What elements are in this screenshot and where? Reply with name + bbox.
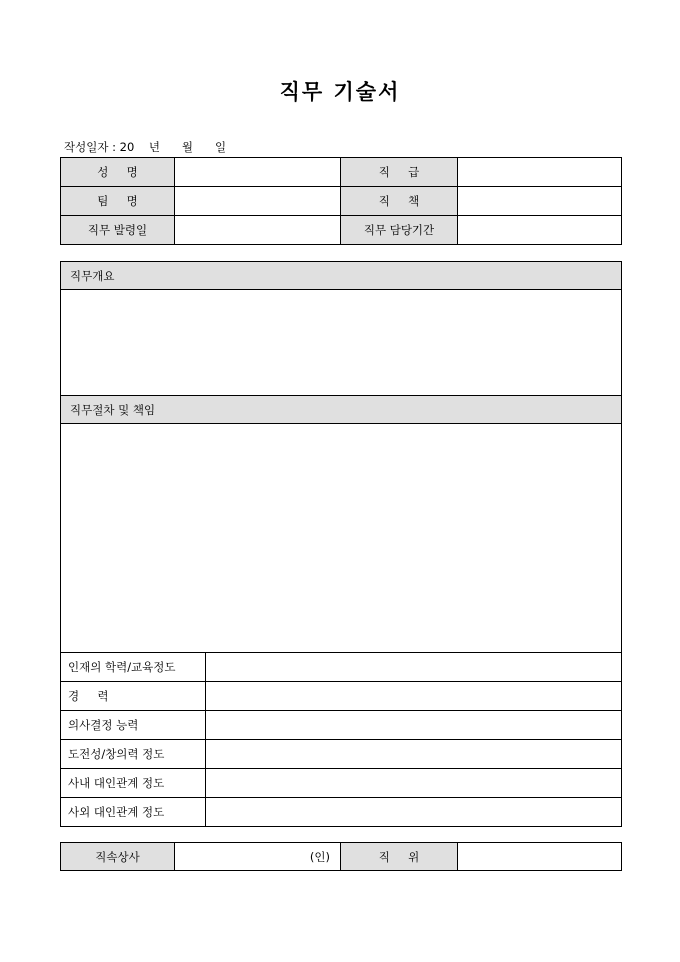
period-field[interactable] [458, 216, 622, 245]
overview-heading: 직무개요 [61, 262, 622, 290]
qualification-row [61, 711, 622, 740]
page-title: 직무 기술서 [279, 79, 401, 104]
procedures-field[interactable] [61, 424, 622, 653]
name-field[interactable] [175, 158, 341, 187]
grade-label: 직 급 [341, 158, 458, 187]
signature-row [61, 843, 622, 871]
education-label: 인재의 학력/교육정도 [61, 653, 206, 682]
position-field[interactable] [458, 843, 622, 871]
duty-field[interactable] [458, 187, 622, 216]
supervisor-label: 직속상사 [61, 843, 175, 871]
qualification-row [61, 653, 622, 682]
issue-date-label: 직무 발령일 [61, 216, 175, 245]
team-field[interactable] [175, 187, 341, 216]
position-label: 직 위 [341, 843, 458, 871]
qualification-row [61, 682, 622, 711]
grade-field[interactable] [458, 158, 622, 187]
date-line: 작성일자 : 20 년 월 일 [64, 140, 227, 154]
career-field[interactable] [206, 682, 622, 711]
info-row [61, 187, 622, 216]
creativity-field[interactable] [206, 740, 622, 769]
external-relations-field[interactable] [206, 798, 622, 827]
period-label: 직무 담당기간 [341, 216, 458, 245]
supervisor-seal[interactable]: (인) [175, 843, 341, 871]
internal-relations-field[interactable] [206, 769, 622, 798]
qualification-row [61, 740, 622, 769]
external-relations-label: 사외 대인관계 정도 [61, 798, 206, 827]
decision-label: 의사결정 능력 [61, 711, 206, 740]
info-row [61, 216, 622, 245]
education-field[interactable] [206, 653, 622, 682]
issue-date-field[interactable] [175, 216, 341, 245]
qualification-row [61, 798, 622, 827]
career-label: 경 력 [61, 682, 206, 711]
signature-table [60, 842, 622, 871]
info-row [61, 158, 622, 187]
name-label: 성 명 [61, 158, 175, 187]
team-label: 팀 명 [61, 187, 175, 216]
creativity-label: 도전성/창의력 정도 [61, 740, 206, 769]
main-table [60, 261, 622, 827]
decision-field[interactable] [206, 711, 622, 740]
overview-field[interactable] [61, 290, 622, 396]
qualification-row [61, 769, 622, 798]
internal-relations-label: 사내 대인관계 정도 [61, 769, 206, 798]
duty-label: 직 책 [341, 187, 458, 216]
procedures-heading: 직무절차 및 책임 [61, 396, 622, 424]
info-table [60, 157, 622, 245]
